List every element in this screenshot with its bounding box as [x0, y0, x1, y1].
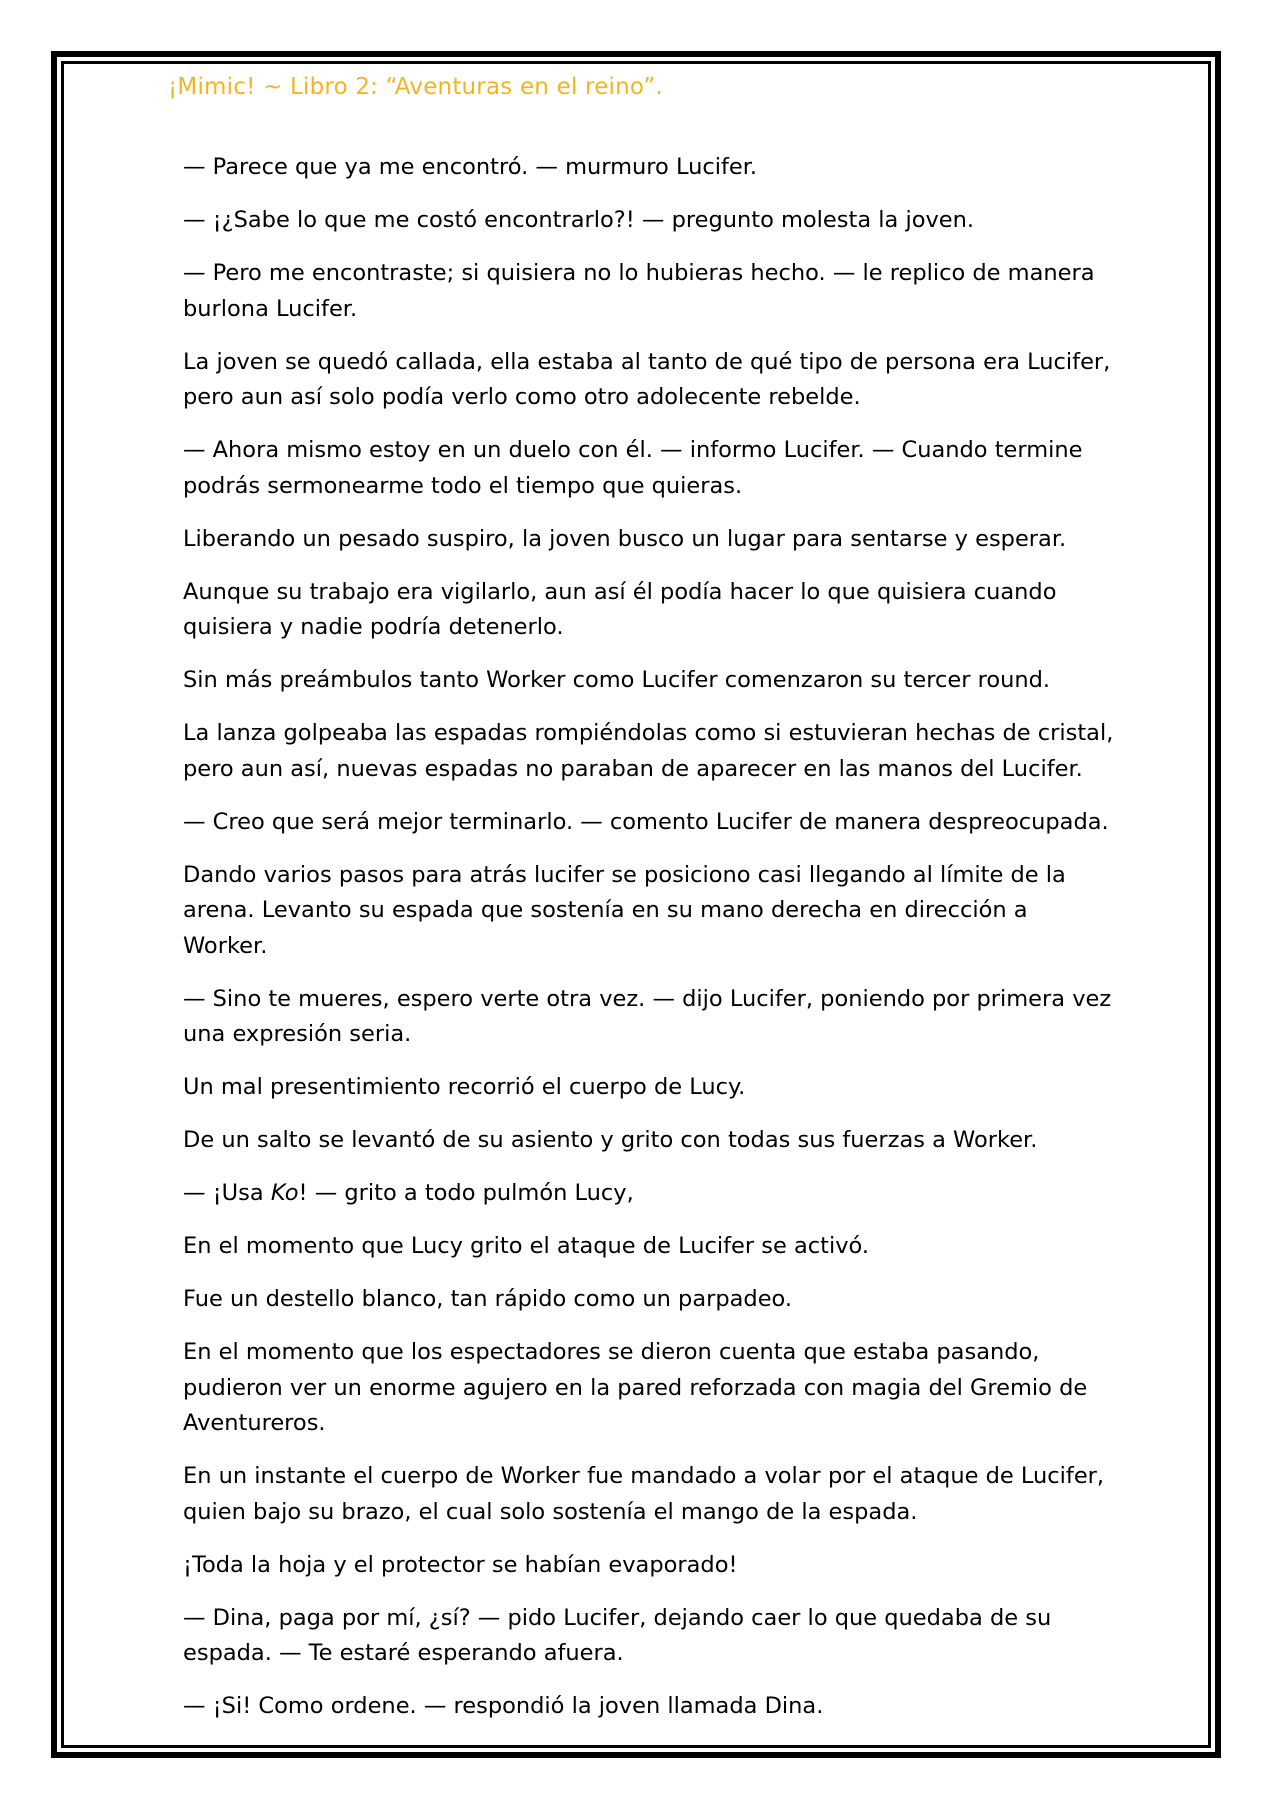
paragraph-4: La joven se quedó callada, ella estaba al tanto de qué tipo de persona era Lucifer, pero aun así solo podía verlo como otro adolecente rebelde.	[183, 348, 1111, 410]
running-header: ¡Mimic! ~ Libro 2: “Aventuras en el reino”.	[168, 74, 663, 100]
paragraph-10: — Creo que será mejor terminarlo. — comento Lucifer de manera despreocupada.	[183, 808, 1109, 835]
paragraph-14: De un salto se levantó de su asiento y grito con todas sus fuerzas a Worker.	[183, 1127, 1038, 1153]
story-body	[183, 150, 1118, 1742]
paragraph-8: Sin más preámbulos tanto Worker como Lucifer comenzaron su tercer round.	[183, 667, 1051, 693]
paragraph-2: — ¡¿Sabe lo que me costó encontrarlo?! — pregunto molesta la joven.	[183, 207, 975, 233]
paragraph-21: — Dina, paga por mí, ¿sí? — pido Lucifer, dejando caer lo que quedaba de su espada. — Te estaré esperando afuera.	[183, 1604, 1052, 1666]
usa-ko-emphasis: Ko	[270, 1180, 299, 1206]
paragraph-7: Aunque su trabajo era vigilarlo, aun así él podía hacer lo que quisiera cuando quisiera y nadie podría detenerlo.	[183, 578, 1057, 640]
paragraph-11: Dando varios pasos para atrás lucifer se posiciono casi llegando al límite de la arena. Levanto su espada que sostenía en su mano derecha en dirección a Worker.	[183, 861, 1066, 959]
paragraph-20: ¡Toda la hoja y el protector se habían evaporado!	[183, 1551, 738, 1578]
paragraph-1: — Parece que ya me encontró. — murmuro Lucifer.	[183, 154, 758, 180]
paragraph-18: En el momento que los espectadores se dieron cuenta que estaba pasando, pudieron ver un enorme agujero en la pared reforzada con magia del Gremio de Aventureros.	[183, 1339, 1088, 1436]
paragraph-usa-ko	[183, 1176, 1118, 1212]
paragraph-12: — Sino te mueres, espero verte otra vez. — dijo Lucifer, poniendo por primera vez una expresión seria.	[183, 985, 1112, 1047]
paragraph-19: En un instante el cuerpo de Worker fue mandado a volar por el ataque de Lucifer, quien bajo su brazo, el cual solo sostenía el mango de la espada.	[183, 1463, 1105, 1525]
paragraph-16: En el momento que Lucy grito el ataque de Lucifer se activó.	[183, 1233, 870, 1259]
usa-ko-before: — ¡Usa	[183, 1180, 271, 1206]
paragraph-9: La lanza golpeaba las espadas rompiéndolas como si estuvieran hechas de cristal, pero aun así, nuevas espadas no paraban de aparecer en las manos del Lucifer.	[183, 720, 1114, 782]
paragraph-22: — ¡Si! Como ordene. — respondió la joven llamada Dina.	[183, 1693, 824, 1719]
paragraph-3: — Pero me encontraste; si quisiera no lo hubieras hecho. — le replico de manera burlona Lucifer.	[183, 260, 1095, 322]
paragraph-6: Liberando un pesado suspiro, la joven busco un lugar para sentarse y esperar.	[183, 525, 1067, 552]
usa-ko-after: ! — grito a todo pulmón Lucy,	[298, 1180, 634, 1206]
paragraph-13: Un mal presentimiento recorrió el cuerpo de Lucy.	[183, 1074, 746, 1100]
paragraph-5: — Ahora mismo estoy en un duelo con él. — informo Lucifer. — Cuando termine podrás sermonearme todo el tiempo que quieras.	[183, 437, 1083, 499]
paragraph-17: Fue un destello blanco, tan rápido como un parpadeo.	[183, 1286, 793, 1312]
